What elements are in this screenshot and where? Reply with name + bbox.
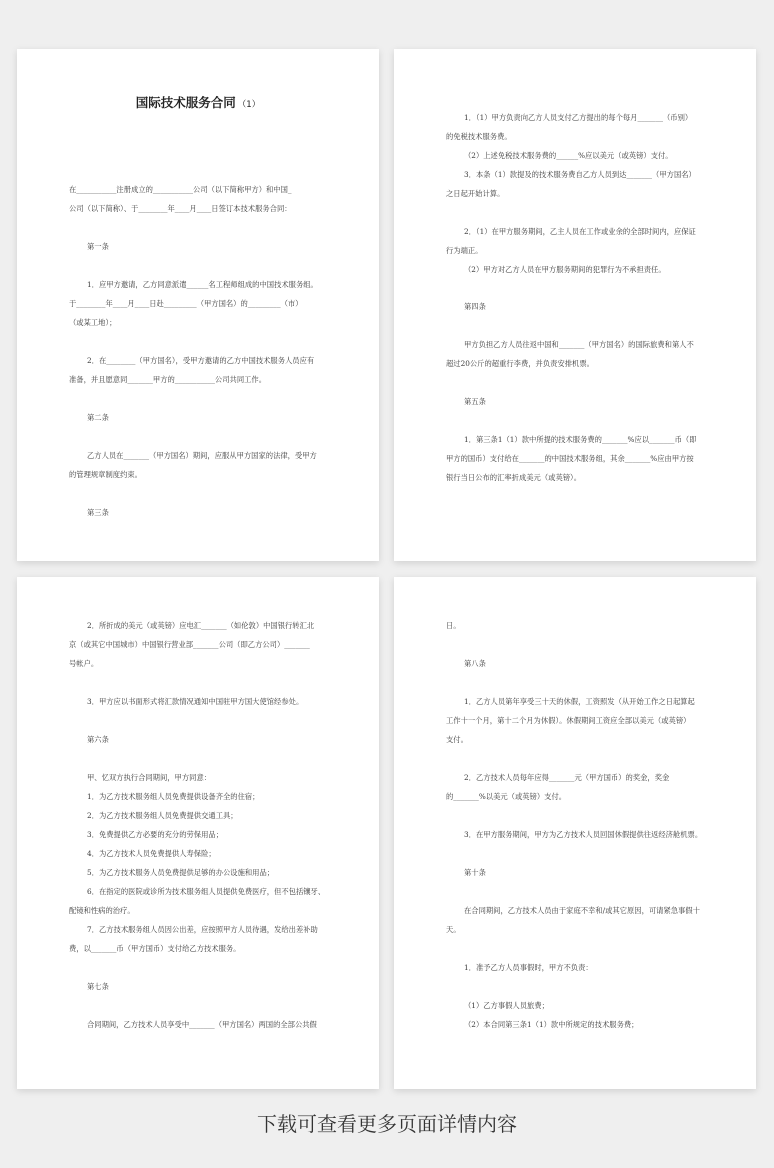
- document-page-1: [17, 49, 379, 561]
- list-item: 2．为乙方技术服务组人员免费提供交通工具；: [87, 811, 238, 820]
- text-line: 的免税技术服务费。: [446, 132, 512, 141]
- text-line: 2．乙方技术人员每年应得_______元（甲方国币）的奖金，奖金: [464, 773, 670, 782]
- text-line: 1．第三条1（1）款中所提的技术服务费的_______%应以_______币（即: [464, 435, 697, 444]
- article-heading: 第一条: [87, 242, 109, 251]
- text-line: 在___________注册成立的___________公司（以下简称甲方）和中国_: [69, 185, 292, 194]
- text-line: 京（或其它中国城市）中国银行营业部_______公司（即乙方公司）_______: [69, 640, 310, 649]
- text-line: 的_______%以美元（或英镑）支付。: [446, 792, 567, 801]
- list-item: （2）本合同第三条1（1）款中所规定的技术服务费；: [464, 1020, 639, 1029]
- list-item: （1）乙方事假人员旅费；: [464, 1001, 549, 1010]
- article-heading: 第二条: [87, 413, 109, 422]
- document-title: [17, 93, 379, 111]
- text-line: 准备，并且愿意同_______甲方的___________公司共同工作。: [69, 375, 267, 384]
- text-line: 1．应甲方邀请，乙方同意派遣______名工程师组成的中国技术服务组。: [87, 280, 318, 289]
- text-line: 银行当日公布的汇率折成美元（或英镑）。: [446, 473, 581, 482]
- text-line: 甲、忆双方执行合同期间，甲方同意：: [87, 773, 212, 782]
- text-line: 工作十一个月，第十二个月为休假）。休假期间工资应全部以美元（或英镑）: [446, 716, 691, 725]
- article-heading: 第八条: [464, 659, 486, 668]
- text-line: 号帐户。: [69, 659, 99, 668]
- list-item: 1．为乙方技术服务组人员免费提供设备齐全的住宿；: [87, 792, 260, 801]
- text-line: 1．乙方人员第年享受三十天的休假，工资照发（从开始工作之日起算起: [464, 697, 695, 706]
- text-line: 合同期间，乙方技术人员享受中_______（甲方国名）两国的全部公共假: [87, 1020, 317, 1029]
- text-line: 日。: [446, 621, 461, 630]
- text-line: 甲方的国币）支付给在_______的中国技术服务组，其余_______%应由甲方按: [446, 454, 694, 463]
- text-line: 支付。: [446, 735, 468, 744]
- title-text: 国际技术服务合同: [135, 95, 236, 110]
- text-line: 之日起开始计算。: [446, 189, 505, 198]
- text-line: 的管理规章制度约束。: [69, 470, 142, 479]
- text-line: 天。: [446, 925, 461, 934]
- list-item: 6．在指定的医院或诊所为技术服务组人员提供免费医疗，但不包括镶牙、: [87, 887, 326, 896]
- text-line: 甲方负担乙方人员往返中国和_______（甲方国名）的国际旅费和第人不: [464, 340, 694, 349]
- text-line: 行为端正。: [446, 246, 483, 255]
- text-line: 配镜和性病的治疗。: [69, 906, 135, 915]
- article-heading: 第五条: [464, 397, 486, 406]
- list-item: 7．乙方技术服务组人员因公出差，应按照甲方人员待遇，发给出差补助: [87, 925, 318, 934]
- text-line: 2．（1）在甲方服务期间，乙主人员在工作或业余的全部时间内，应保证: [464, 227, 696, 236]
- document-page-2: [394, 49, 756, 561]
- list-item: 5．为乙方技术服务人员免费提供足够的办公设施和用品；: [87, 868, 275, 877]
- list-item: 3．免费提供乙方必要的充分的劳保用品；: [87, 830, 223, 839]
- text-line: 公司（以下简称）、于________年____月____日签订本技术服务合同：: [69, 204, 292, 213]
- article-heading: 第四条: [464, 302, 486, 311]
- text-line: 在合同期间，乙方技术人员由于家庭不幸和/或其它原因，可请紧急事假十: [464, 906, 700, 915]
- text-line: 超过20公斤的超重行李费，并负责安排机票。: [446, 359, 594, 368]
- text-line: （2）上述免税技术服务费的______%应以美元（或英镑）支付。: [464, 151, 673, 160]
- list-item: 4．为乙方技术人员免费提供人寿保险；: [87, 849, 216, 858]
- text-line: 2．在________（甲方国名），受甲方邀请的乙方中国技术服务人员应有: [87, 356, 315, 365]
- text-line: 1．准予乙方人员事假时，甲方不负责：: [464, 963, 593, 972]
- text-line: （或某工地）；: [69, 318, 117, 327]
- article-heading: 第三条: [87, 508, 109, 517]
- text-line: 3．甲方应以书面形式将汇款情况通知中国驻甲方国大使馆经参处。: [87, 697, 304, 706]
- article-heading: 第七条: [87, 982, 109, 991]
- title-suffix: （1）: [237, 100, 261, 110]
- document-page-4: [394, 577, 756, 1089]
- text-line: （2）甲方对乙方人员在甲方服务期间的犯罪行为不承担责任。: [464, 265, 666, 274]
- text-line: 1．（1）甲方负责向乙方人员支付乙方提出的每个每月_______（币别）: [464, 113, 693, 122]
- article-heading: 第十条: [464, 868, 486, 877]
- download-more-caption: 下载可查看更多页面详情内容: [257, 1112, 517, 1136]
- article-heading: 第六条: [87, 735, 109, 744]
- text-line: 费，以_______币（甲方国币）支付给乙方技术服务。: [69, 944, 241, 953]
- text-line: 乙方人员在_______（甲方国名）期间，应服从甲方国家的法律，受甲方: [87, 451, 317, 460]
- text-line: 于________年____月____日赴_________（甲方国名）的_________（市）: [69, 299, 303, 308]
- text-line: 3．在甲方服务期间，甲方为乙方技术人员回国休假提供往返经济舱机票。: [464, 830, 703, 839]
- text-line: 2．所折成的美元（或英镑）应电汇_______（如伦敦）中国银行转汇北: [87, 621, 315, 630]
- document-page-3: [17, 577, 379, 1089]
- text-line: 3．本条（1）款提及的技术服务费自乙方人员到达_______（甲方国名）: [464, 170, 696, 179]
